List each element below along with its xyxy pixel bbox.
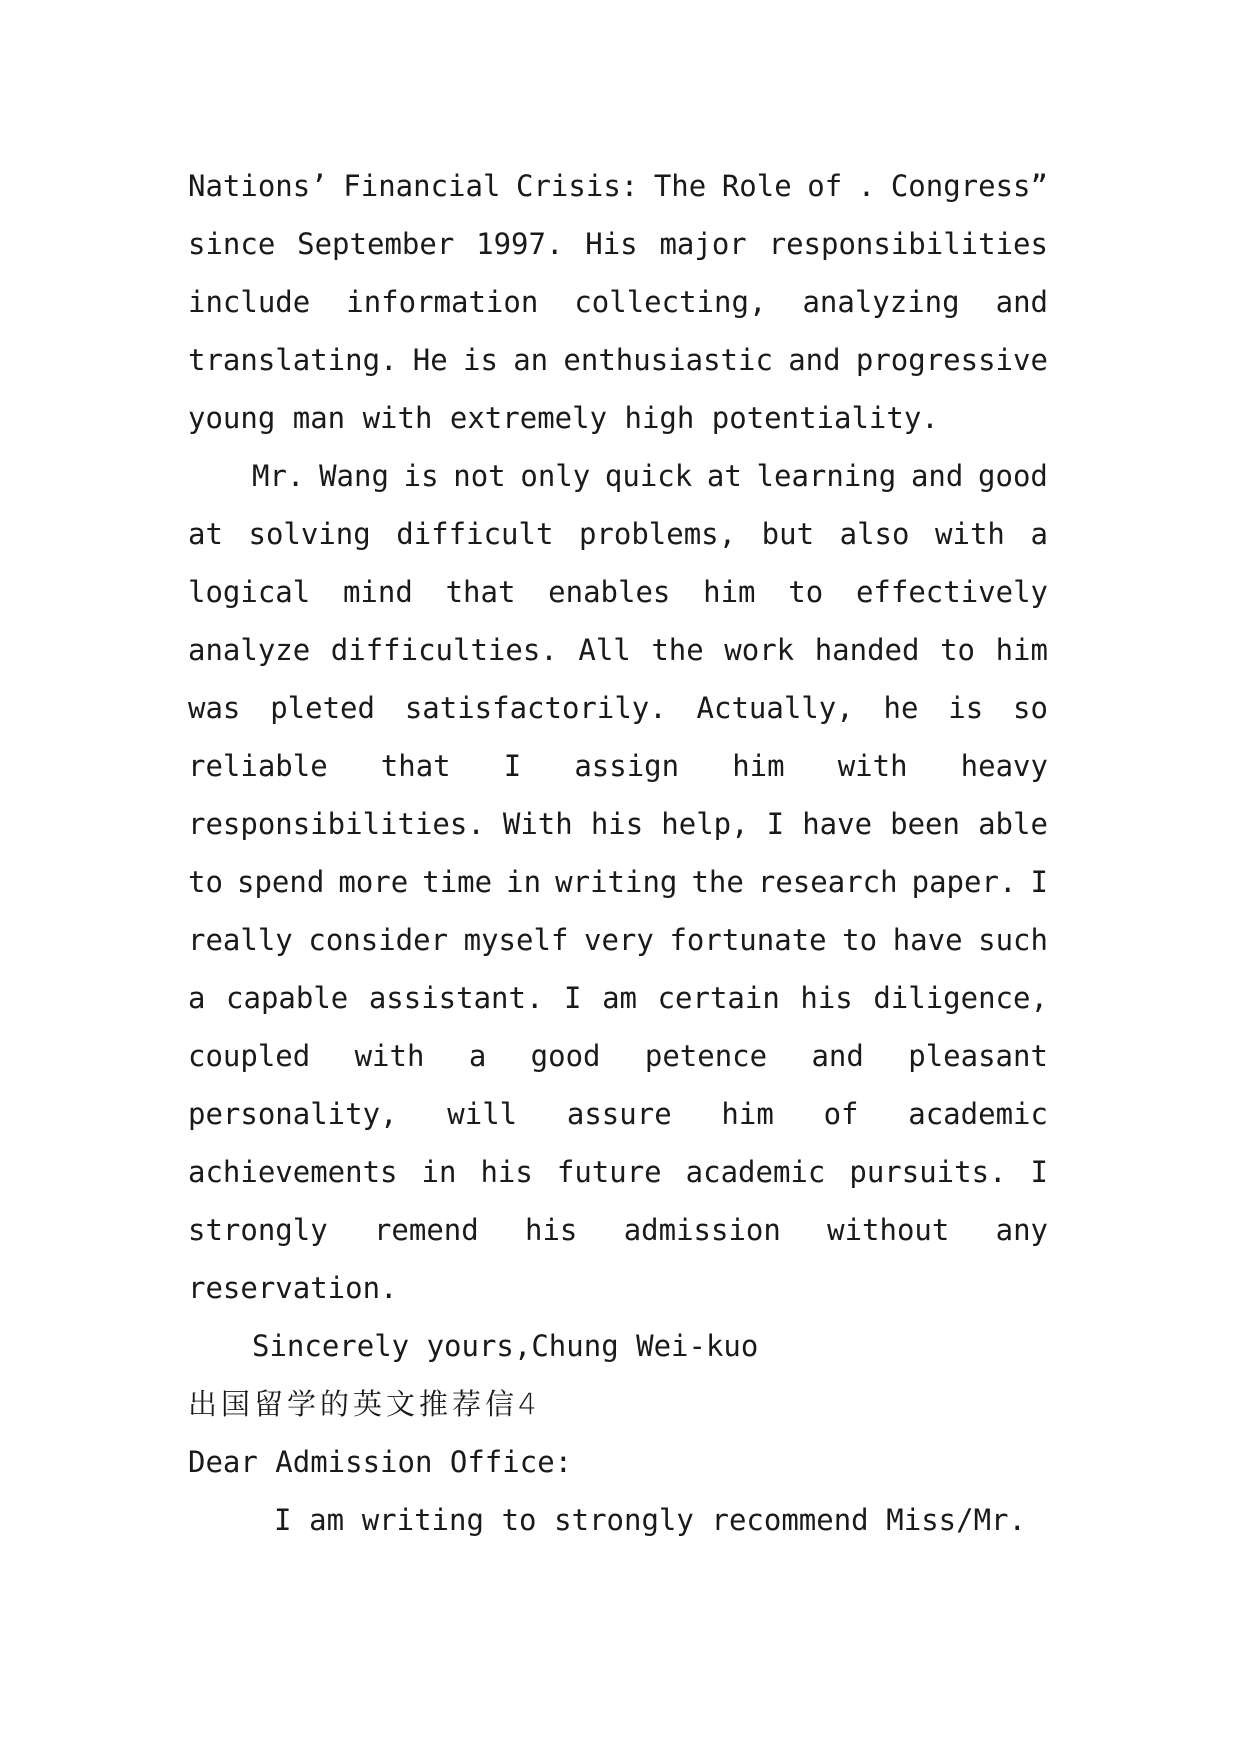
word: will <box>447 1097 518 1131</box>
word: time <box>422 865 493 899</box>
word: that <box>445 575 516 609</box>
salutation: Dear Admission Office: <box>188 1445 573 1479</box>
word: assistant. <box>368 981 544 1015</box>
word: really <box>188 923 293 957</box>
word: and <box>910 459 964 493</box>
word: handed <box>814 633 920 667</box>
word: help, <box>661 807 749 841</box>
word: logical <box>188 575 311 609</box>
word: also <box>839 517 910 551</box>
word: only <box>520 459 591 493</box>
word: he <box>883 691 919 725</box>
word: him <box>703 575 756 609</box>
word: with <box>837 749 908 783</box>
text-line <box>188 746 1048 786</box>
word: 1997. <box>476 227 564 261</box>
word: enables <box>548 575 671 609</box>
word: Actually, <box>696 691 854 725</box>
word: pleted <box>270 691 375 725</box>
word: was <box>188 691 241 725</box>
word: is <box>463 343 498 377</box>
word: with <box>935 517 1005 551</box>
text-line <box>188 282 1048 322</box>
word: difficult <box>396 517 554 551</box>
word: I <box>274 1503 292 1537</box>
word: is <box>403 459 439 493</box>
text-line <box>188 862 1048 902</box>
word: Wang <box>319 459 389 493</box>
word: am <box>309 1503 345 1537</box>
word: a <box>188 981 206 1015</box>
word: but <box>761 517 815 551</box>
text-line <box>188 1094 1048 1134</box>
word: consider <box>308 923 449 957</box>
word: Role <box>721 169 792 203</box>
word: certain <box>657 981 780 1015</box>
text-line <box>188 1210 1048 1250</box>
word: coupled <box>188 1039 311 1073</box>
word: All <box>578 633 631 667</box>
word: and <box>995 285 1048 319</box>
word: the <box>651 633 704 667</box>
text-line <box>188 804 1048 844</box>
word: reliable <box>188 749 328 783</box>
word: enthusiastic <box>563 343 773 377</box>
word: have <box>892 923 963 957</box>
word: so <box>1013 691 1048 725</box>
word: at <box>706 459 742 493</box>
word: difficulties. <box>330 633 558 667</box>
word: have <box>802 807 873 841</box>
text-line <box>188 1152 1048 1192</box>
word: strongly <box>188 1213 328 1247</box>
word: I <box>503 749 522 783</box>
word: research <box>757 865 898 899</box>
word: include <box>188 285 311 319</box>
word: academic <box>685 1155 826 1189</box>
word: solving <box>248 517 371 551</box>
word: future <box>556 1155 662 1189</box>
word: am <box>602 981 637 1015</box>
word: progressive <box>855 343 1048 377</box>
word: The <box>653 169 707 203</box>
word: recommend <box>711 1503 869 1537</box>
word: collecting, <box>574 285 767 319</box>
text-line <box>188 978 1048 1018</box>
text-line: reservation. <box>188 1271 398 1305</box>
word: September <box>297 227 455 261</box>
text-line <box>188 166 1048 206</box>
word: effectively <box>855 575 1048 609</box>
word: his <box>525 1213 578 1247</box>
word: problems, <box>578 517 737 551</box>
word: strongly <box>554 1503 694 1537</box>
word: him <box>732 749 785 783</box>
word: satisfactorily. <box>404 691 667 725</box>
word: petence <box>644 1039 768 1073</box>
word: since <box>188 227 276 261</box>
word: I <box>564 981 582 1015</box>
word: work <box>724 633 795 667</box>
text-line <box>188 224 1048 264</box>
word: Miss/Mr. <box>886 1503 1026 1537</box>
word: major <box>659 227 747 261</box>
word: good <box>530 1039 601 1073</box>
word: paper. <box>911 865 1017 899</box>
word: His <box>585 227 638 261</box>
word: his <box>590 807 644 841</box>
word: to <box>501 1503 537 1537</box>
word: With <box>502 807 573 841</box>
word: him <box>721 1097 774 1131</box>
word: to <box>188 865 223 899</box>
word: is <box>948 691 984 725</box>
word: personality, <box>188 1097 398 1131</box>
word: heavy <box>960 749 1048 783</box>
word: analyzing <box>802 285 960 319</box>
word: learning <box>756 459 897 493</box>
text-line <box>188 1036 1048 1076</box>
word: writing <box>555 865 678 899</box>
word: translating. <box>188 343 398 377</box>
word: . <box>857 169 876 203</box>
word: information <box>346 285 539 319</box>
word: assure <box>566 1097 672 1131</box>
word: at <box>188 517 223 551</box>
word: Crisis: <box>516 169 639 203</box>
word: of <box>823 1097 859 1131</box>
word: not <box>453 459 506 493</box>
word: I <box>766 807 785 841</box>
word: Nations’ <box>188 169 328 203</box>
word: more <box>338 865 409 899</box>
word: and <box>811 1039 864 1073</box>
word: the <box>691 865 744 899</box>
word: his <box>800 981 853 1015</box>
word: that <box>380 749 451 783</box>
text-line: young man with extremely high potentiality. <box>188 401 939 435</box>
paragraph-first-line <box>274 1500 1026 1540</box>
word: and <box>788 343 841 377</box>
word: He <box>412 343 448 377</box>
text-line <box>188 514 1048 554</box>
word: achievements <box>188 1155 398 1189</box>
word: such <box>978 923 1048 957</box>
word: his <box>480 1155 533 1189</box>
word: myself <box>463 923 569 957</box>
word: pursuits. <box>849 1155 1007 1189</box>
word: to <box>788 575 824 609</box>
word: responsibilities. <box>188 807 485 841</box>
word: a <box>1030 517 1048 551</box>
word: Financial <box>343 169 501 203</box>
section-heading: 出国留学的英文推荐信4 <box>188 1387 541 1421</box>
word: spend <box>236 865 325 899</box>
word: of <box>807 169 843 203</box>
word: remend <box>373 1213 479 1247</box>
word: I <box>1030 865 1048 899</box>
word: diligence, <box>873 981 1048 1015</box>
word: an <box>513 343 549 377</box>
word: a <box>468 1039 487 1073</box>
word: to <box>940 633 975 667</box>
word: mind <box>342 575 413 609</box>
word: in <box>506 865 542 899</box>
word: good <box>978 459 1048 493</box>
word: assign <box>574 749 680 783</box>
word: him <box>995 633 1048 667</box>
word: Mr. <box>252 459 305 493</box>
word: very <box>584 923 654 957</box>
word: analyze <box>188 633 311 667</box>
word: any <box>995 1213 1048 1247</box>
word: able <box>978 807 1048 841</box>
word: in <box>421 1155 457 1189</box>
word: been <box>890 807 960 841</box>
text-line <box>188 688 1048 728</box>
word: fortunate <box>669 923 827 957</box>
word: quick <box>604 459 693 493</box>
word: writing <box>361 1503 484 1537</box>
word: capable <box>226 981 349 1015</box>
text-line <box>188 920 1048 960</box>
word: with <box>354 1039 425 1073</box>
paragraph-first-line <box>252 456 1048 496</box>
word: responsibilities <box>768 227 1048 261</box>
word: Congress” <box>890 169 1048 203</box>
word: admission <box>623 1213 781 1247</box>
word: pleasant <box>908 1039 1048 1073</box>
word: without <box>827 1213 950 1247</box>
word: I <box>1030 1155 1048 1189</box>
text-line <box>188 630 1048 670</box>
text-line <box>188 572 1048 612</box>
word: to <box>842 923 878 957</box>
signature-line: Sincerely yours,Chung Wei-kuo <box>252 1329 759 1363</box>
word: academic <box>908 1097 1048 1131</box>
text-line <box>188 340 1048 380</box>
